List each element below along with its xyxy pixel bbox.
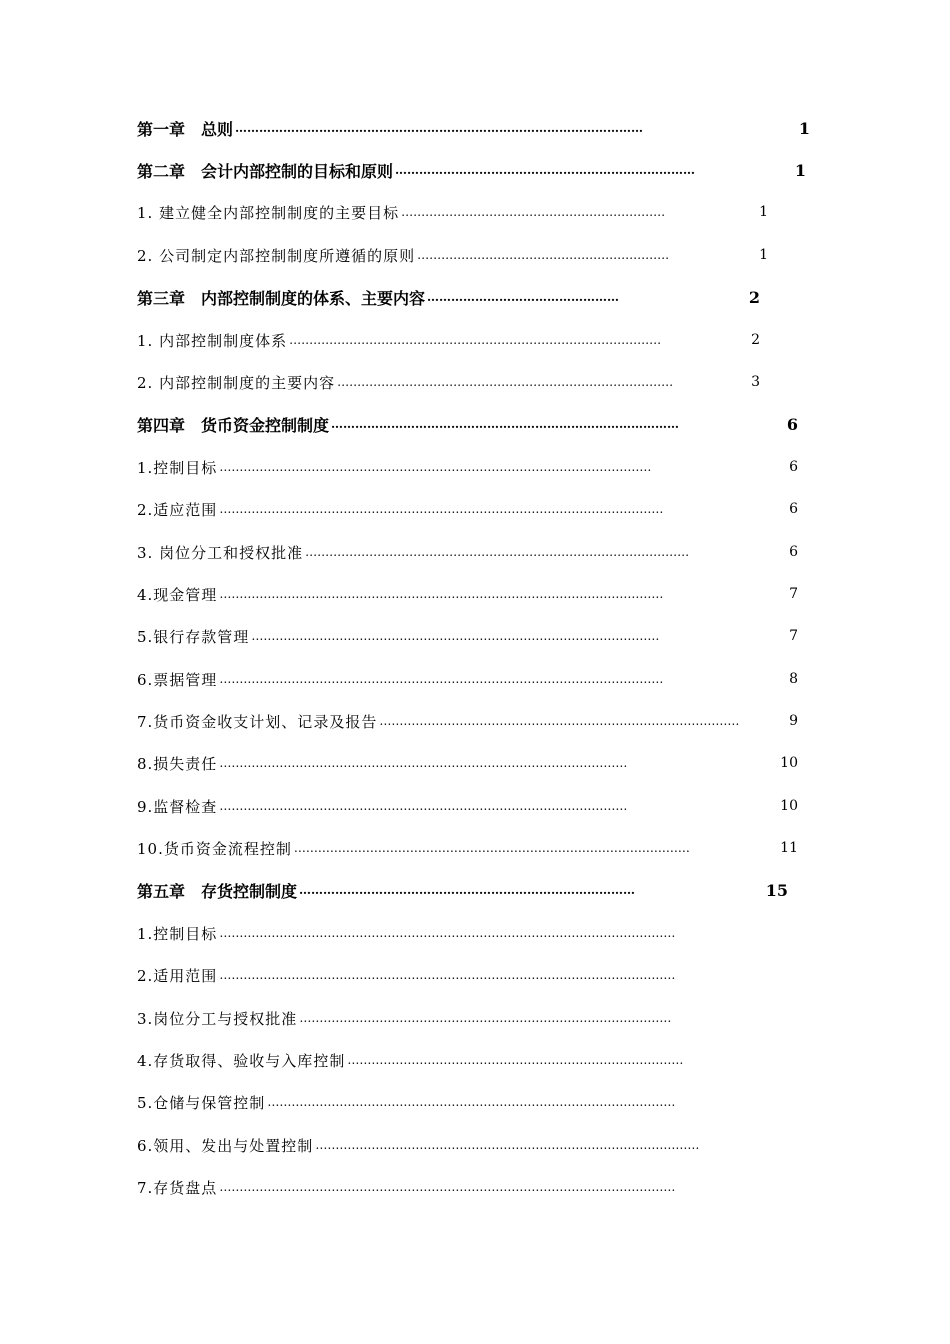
toc-entry-title: 6.领用、发出与处置控制	[137, 1136, 314, 1155]
toc-dot-leader: …………………………………………………………………………………………	[267, 1095, 676, 1109]
toc-section-entry[interactable]	[137, 494, 798, 524]
toc-entry-title: 5.银行存款管理	[137, 627, 250, 646]
toc-entry-title: 2. 公司制定内部控制制度所遵循的原则	[137, 246, 416, 265]
toc-entry-title: 6.票据管理	[137, 670, 218, 689]
toc-page-number: 6	[786, 414, 798, 434]
toc-dot-leader: …………………………………………………………………	[395, 163, 696, 177]
toc-chapter-entry[interactable]	[137, 113, 810, 143]
toc-section-entry[interactable]	[137, 833, 798, 863]
toc-section-entry[interactable]	[137, 706, 798, 736]
toc-entry-title: 5.仓储与保管控制	[137, 1093, 266, 1112]
toc-dot-leader: …………………………………………………………………………	[299, 883, 636, 897]
toc-entry-title: 4.存货取得、验收与入库控制	[137, 1051, 346, 1070]
toc-page-number: 15	[765, 880, 788, 900]
toc-entry-title: 8.损失责任	[137, 754, 218, 773]
toc-section-entry[interactable]	[137, 579, 798, 609]
toc-entry-title: 7.货币资金收支计划、记录及报告	[137, 712, 378, 731]
toc-page-number: 10	[780, 798, 798, 814]
toc-entry-title: 2. 内部控制制度的主要内容	[137, 373, 336, 392]
toc-section-entry[interactable]	[137, 1130, 768, 1160]
toc-chapter-entry[interactable]	[137, 282, 760, 312]
toc-section-entry[interactable]	[137, 791, 798, 821]
toc-page-number: 9	[789, 713, 798, 729]
toc-section-entry[interactable]	[137, 367, 760, 397]
toc-dot-leader: …………………………………………………………………………	[347, 1053, 684, 1067]
toc-dot-leader: ……………………………………………………………………………………………………	[219, 968, 676, 982]
toc-section-entry[interactable]	[137, 1087, 768, 1117]
toc-section-entry[interactable]	[137, 452, 798, 482]
toc-page-number: 6	[789, 501, 798, 517]
toc-dot-leader: …………………………………………………………………………………………	[235, 121, 644, 135]
toc-dot-leader: …………………………………………………………………………………………	[251, 629, 660, 643]
toc-entry-title: 2.适用范围	[137, 966, 218, 985]
toc-dot-leader: ……………………………………………………………………………………………………	[219, 1180, 676, 1194]
toc-chapter-entry[interactable]	[137, 155, 806, 185]
toc-chapter-entry[interactable]	[137, 875, 788, 905]
toc-dot-leader: ………………………………………………………………………………………	[293, 841, 690, 855]
toc-page-number: 10	[780, 755, 798, 771]
toc-dot-leader: …………………………………………	[427, 290, 620, 304]
toc-dot-leader: ……………………………………………………………………………………	[305, 545, 690, 559]
toc-section-entry[interactable]	[137, 748, 798, 778]
toc-entry-title: 2.适应范围	[137, 500, 218, 519]
toc-page-number: 7	[789, 586, 798, 602]
toc-section-entry[interactable]	[137, 240, 768, 270]
toc-entry-title: 1. 内部控制制度体系	[137, 331, 288, 350]
toc-page-number: 2	[748, 287, 760, 307]
toc-dot-leader: ……………………………………………………………………………………………………	[219, 926, 676, 940]
toc-section-entry[interactable]	[137, 621, 798, 651]
toc-entry-title: 3.岗位分工与授权批准	[137, 1009, 298, 1028]
toc-entry-title: 第四章 货币资金控制制度	[137, 415, 330, 435]
toc-dot-leader: ………………………………………………………………………………………………	[219, 460, 652, 474]
toc-page-number: 8	[789, 671, 798, 687]
toc-dot-leader: ………………………………………………………	[417, 248, 670, 262]
toc-entry-title: 7.存货盘点	[137, 1178, 218, 1197]
toc-entry-title: 10.货币资金流程控制	[137, 839, 292, 858]
toc-page-number: 3	[751, 374, 760, 390]
toc-dot-leader: ……………………………………………………………………………………	[315, 1138, 700, 1152]
toc-page-number: 1	[794, 160, 806, 180]
toc-dot-leader: …………………………………………………………………………………………………	[219, 672, 664, 686]
toc-section-entry[interactable]	[137, 1045, 768, 1075]
toc-entry-title: 第五章 存货控制制度	[137, 881, 298, 901]
toc-dot-leader: ………………………………………………………………………………	[379, 714, 740, 728]
toc-dot-leader: …………………………………………………………………………………………	[219, 799, 628, 813]
toc-entry-title: 3. 岗位分工和授权批准	[137, 543, 304, 562]
toc-dot-leader: …………………………………………………………………………………………	[219, 756, 628, 770]
toc-entry-title: 4.现金管理	[137, 585, 218, 604]
toc-entry-title: 第二章 会计内部控制的目标和原则	[137, 161, 394, 181]
toc-page-number: 2	[751, 332, 760, 348]
toc-section-entry[interactable]	[137, 197, 768, 227]
toc-dot-leader: …………………………………………………………	[401, 205, 666, 219]
toc-section-entry[interactable]	[137, 664, 798, 694]
toc-section-entry[interactable]	[137, 960, 768, 990]
toc-page-number: 11	[780, 840, 798, 856]
toc-dot-leader: …………………………………………………………………………	[337, 375, 674, 389]
toc-dot-leader: …………………………………………………………………………………	[299, 1011, 672, 1025]
toc-page-number: 6	[789, 459, 798, 475]
toc-dot-leader: …………………………………………………………………………………………………	[219, 587, 664, 601]
toc-entry-title: 第三章 内部控制制度的体系、主要内容	[137, 288, 426, 308]
toc-dot-leader: ……………………………………………………………………………	[331, 417, 680, 431]
toc-page-number: 7	[789, 628, 798, 644]
toc-entry-title: 1. 建立健全内部控制制度的主要目标	[137, 203, 400, 222]
toc-page-number: 1	[798, 118, 810, 138]
toc-entry-title: 9.监督检查	[137, 797, 218, 816]
toc-entry-title: 第一章 总则	[137, 119, 234, 139]
toc-page-number: 6	[789, 544, 798, 560]
toc-section-entry[interactable]	[137, 1003, 768, 1033]
toc-page-number: 1	[759, 204, 768, 220]
toc-section-entry[interactable]	[137, 918, 768, 948]
toc-section-entry[interactable]	[137, 325, 760, 355]
toc-section-entry[interactable]	[137, 1172, 768, 1202]
toc-dot-leader: …………………………………………………………………………………	[289, 333, 662, 347]
toc-page-number: 1	[759, 247, 768, 263]
toc-entry-title: 1.控制目标	[137, 458, 218, 477]
toc-entry-title: 1.控制目标	[137, 924, 218, 943]
toc-chapter-entry[interactable]	[137, 409, 798, 439]
toc-dot-leader: …………………………………………………………………………………………………	[219, 502, 664, 516]
toc-section-entry[interactable]	[137, 537, 798, 567]
